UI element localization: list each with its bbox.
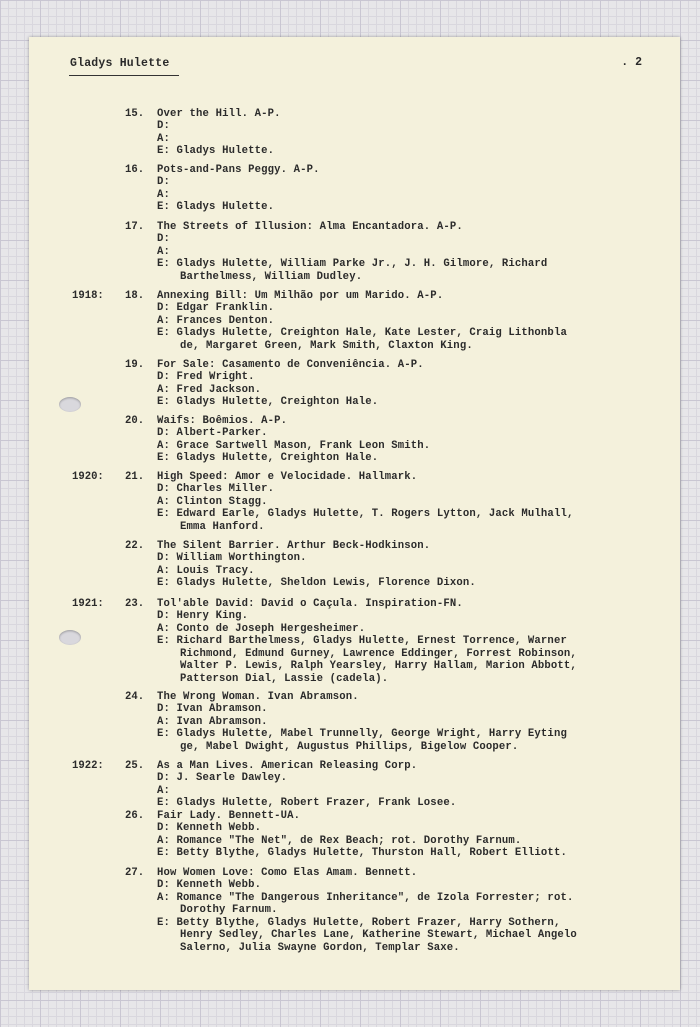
entry-number: 17. [125,221,145,233]
credit-line: D: [157,233,171,246]
entry-number: 26. [125,810,145,822]
entry-title: The Silent Barrier. Arthur Beck-Hodkinson. [157,540,431,552]
credit-line: D: [157,176,171,189]
credit-line: A: [157,784,171,797]
credit-line: Henry Sedley, Charles Lane, Katherine Stewart, Michael Angelo [180,929,577,942]
credit-line: Dorothy Farnum. [180,904,278,917]
entry-title: Pots-and-Pans Peggy. A-P. [157,164,320,176]
credit-line: D: Henry King. [157,610,249,623]
entry-title: High Speed: Amor e Velocidade. Hallmark. [157,471,418,483]
credit-line: E: Gladys Hulette, Robert Frazer, Frank Losee. [157,797,457,810]
credit-line: A: Fred Jackson. [157,383,262,396]
entry-title: Waifs: Boêmios. A-P. [157,415,288,427]
credit-line: E: Gladys Hulette, Sheldon Lewis, Florence Dixon. [157,577,476,590]
credit-line: A: Louis Tracy. [157,564,255,577]
credit-line: D: J. Searle Dawley. [157,772,288,785]
credit-line: A: [157,132,171,145]
credit-line: Salerno, Julia Swayne Gordon, Templar Saxe. [180,941,460,954]
credit-line: E: Gladys Hulette. [157,145,275,158]
credit-line: D: Edgar Franklin. [157,302,275,315]
credit-line: A: Romance "The Dangerous Inheritance", de Izola Forrester; rot. [157,891,574,904]
credit-line: E: Gladys Hulette, Mabel Trunnelly, George Wright, Harry Eyting [157,728,567,741]
entry-title: Annexing Bill: Um Milhão por um Marido. A-P. [157,290,444,302]
credit-line: D: Albert-Parker. [157,427,268,440]
entry-title: The Streets of Illusion: Alma Encantadora. A-P. [157,221,463,233]
credit-line: de, Margaret Green, Mark Smith, Claxton King. [180,339,473,352]
entry-year: 1921: [72,598,104,610]
entry-year: 1922: [72,760,104,772]
entry-number: 16. [125,164,145,176]
entry-title: Fair Lady. Bennett-UA. [157,810,301,822]
entry-number: 20. [125,415,145,427]
credit-line: D: [157,120,171,133]
entry-title: As a Man Lives. American Releasing Corp. [157,760,418,772]
credit-line: E: Richard Barthelmess, Gladys Hulette, Ernest Torrence, Warner [157,635,567,648]
header-underline [69,75,179,76]
entry-year: 1918: [72,290,104,302]
page-number: . 2 [621,56,642,69]
credit-line: E: Betty Blythe, Gladys Hulette, Robert Frazer, Harry Sothern, [157,916,561,929]
entry-number: 23. [125,598,145,610]
typed-page [29,37,680,990]
entry-number: 24. [125,691,145,703]
credit-line: E: Edward Earle, Gladys Hulette, T. Rogers Lytton, Jack Mulhall, [157,508,574,521]
credit-line: A: [157,245,171,258]
credit-line: D: Ivan Abramson. [157,703,268,716]
entry-number: 27. [125,867,145,879]
credit-line: A: Romance "The Net", de Rex Beach; rot. Dorothy Farnum. [157,834,522,847]
entry-number: 19. [125,359,145,371]
entry-title: Over the Hill. A-P. [157,108,281,120]
entry-title: For Sale: Casamento de Conveniência. A-P. [157,359,424,371]
credit-line: E: Gladys Hulette, Creighton Hale, Kate Lester, Craig Lithonbla [157,327,567,340]
credit-line: E: Gladys Hulette, Creighton Hale. [157,396,379,409]
credit-line: E: Betty Blythe, Gladys Hulette, Thurston Hall, Robert Elliott. [157,847,567,860]
credit-line: Richmond, Edmund Gurney, Lawrence Eddinger, Forrest Robinson, [180,647,577,660]
entry-number: 15. [125,108,145,120]
credit-line: A: Grace Sartwell Mason, Frank Leon Smith. [157,439,431,452]
entry-number: 18. [125,290,145,302]
credit-line: E: Gladys Hulette, Creighton Hale. [157,452,379,465]
credit-line: Walter P. Lewis, Ralph Yearsley, Harry Hallam, Marion Abbott, [180,660,577,673]
entry-title: How Women Love: Como Elas Amam. Bennett. [157,867,418,879]
credit-line: A: [157,188,171,201]
credit-line: D: William Worthington. [157,552,307,565]
credit-line: D: Kenneth Webb. [157,822,262,835]
credit-line: E: Gladys Hulette. [157,201,275,214]
entry-title: The Wrong Woman. Ivan Abramson. [157,691,359,703]
entry-number: 21. [125,471,145,483]
entry-number: 25. [125,760,145,772]
credit-line: D: Kenneth Webb. [157,879,262,892]
credit-line: E: Gladys Hulette, William Parke Jr., J. H. Gilmore, Richard [157,258,548,271]
credit-line: A: Ivan Abramson. [157,715,268,728]
credit-line: Patterson Dial, Lassie (cadela). [180,672,389,685]
credit-line: D: Charles Miller. [157,483,275,496]
credit-line: A: Frances Denton. [157,314,275,327]
credit-line: D: Fred Wright. [157,371,255,384]
credit-line: A: Conto de Joseph Hergesheimer. [157,622,366,635]
entry-year: 1920: [72,471,104,483]
credit-line: Emma Hanford. [180,520,265,533]
page-header-name: Gladys Hulette [70,57,170,70]
punch-hole [59,397,81,412]
entry-number: 22. [125,540,145,552]
punch-hole [59,630,81,645]
credit-line: ge, Mabel Dwight, Augustus Phillips, Bigelow Cooper. [180,740,519,753]
credit-line: Barthelmess, William Dudley. [180,270,363,283]
credit-line: A: Clinton Stagg. [157,495,268,508]
entry-title: Tol'able David: David o Caçula. Inspiration-FN. [157,598,463,610]
